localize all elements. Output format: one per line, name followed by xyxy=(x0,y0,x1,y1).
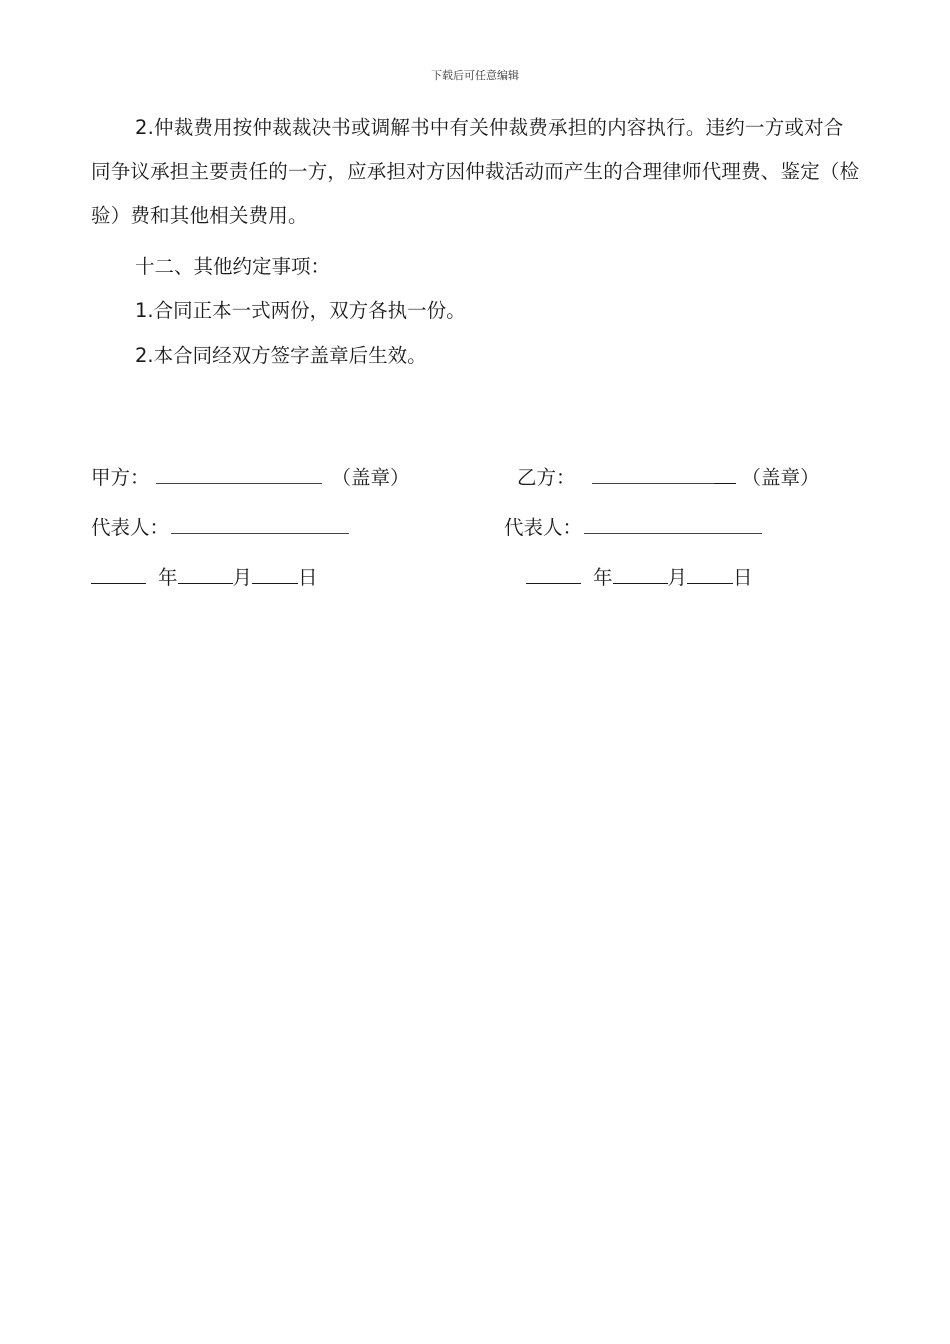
party-a-name-blank[interactable] xyxy=(156,465,322,484)
item-1-copies: 1.合同正本一式两份，双方各执一份。 xyxy=(135,299,466,322)
party-b-name-blank-ext xyxy=(714,465,736,484)
party-a-signature-line xyxy=(91,462,410,490)
party-a-month-blank[interactable] xyxy=(178,565,233,584)
party-b-representative-label: 代表人： xyxy=(504,516,583,539)
party-b-month-blank[interactable] xyxy=(613,565,668,584)
party-a-day-blank[interactable] xyxy=(252,565,298,584)
party-b-day-blank[interactable] xyxy=(687,565,733,584)
party-b-date-line xyxy=(526,562,753,590)
item-2-effective: 2.本合同经双方签字盖章后生效。 xyxy=(135,344,427,367)
party-b-signature-line xyxy=(517,462,820,490)
party-a-day-label: 日 xyxy=(298,566,318,589)
party-b-year-blank[interactable] xyxy=(526,565,581,584)
party-a-year-label: 年 xyxy=(158,566,178,589)
party-b-name-blank[interactable] xyxy=(592,465,714,484)
party-b-year-label: 年 xyxy=(593,566,613,589)
party-a-representative-line xyxy=(91,512,349,540)
party-b-day-label: 日 xyxy=(733,566,753,589)
party-a-representative-label: 代表人： xyxy=(91,516,170,539)
party-a-representative-blank[interactable] xyxy=(171,515,349,534)
party-b-label: 乙方： xyxy=(517,466,576,489)
party-a-month-label: 月 xyxy=(232,566,253,589)
party-b-month-label: 月 xyxy=(667,566,688,589)
party-b-representative-blank[interactable] xyxy=(584,515,762,534)
party-b-representative-line xyxy=(504,512,762,540)
party-a-seal-label: （盖章） xyxy=(331,466,410,489)
arbitration-fee-paragraph: 2.仲裁费用按仲裁裁决书或调解书中有关仲裁费承担的内容执行。违约一方或对合同争议承担主要责任的一方，应承担对方因仲裁活动而产生的合理律师代理费、鉴定（检验）费和其他相关费用。 xyxy=(91,116,860,227)
section-12-title: 十二、其他约定事项： xyxy=(135,255,331,278)
page-header: 下载后可任意编辑 xyxy=(431,69,519,82)
party-a-year-blank[interactable] xyxy=(91,565,146,584)
party-a-date-line xyxy=(91,562,318,590)
party-b-seal-label: （盖章） xyxy=(741,466,820,489)
party-a-label: 甲方： xyxy=(91,466,150,489)
